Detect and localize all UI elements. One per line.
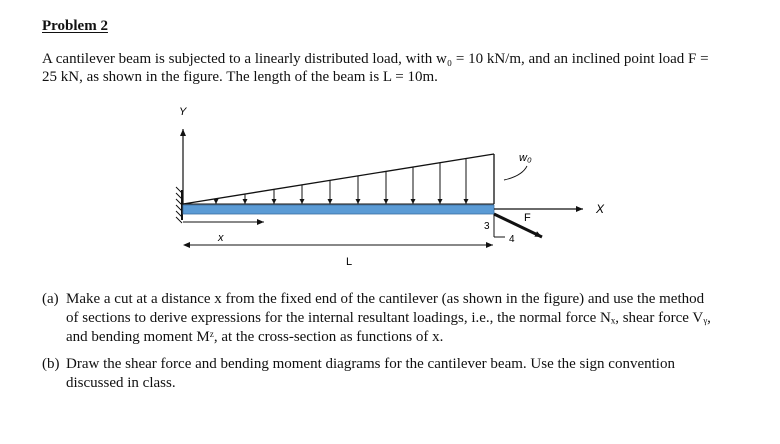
part-line: discussed in class. (66, 375, 176, 391)
part-marker: (a) (42, 291, 59, 307)
point-load-arrow (494, 214, 542, 237)
cut-distance-label: x (218, 232, 224, 244)
problem-statement-line-2: 25 kN, as shown in the figure. The length of the beam is L = 10m. (42, 69, 438, 85)
load-intensity-label: w₀ (519, 152, 532, 164)
fixed-support (176, 187, 182, 223)
question-part-a (42, 290, 772, 347)
part-marker: (b) (42, 356, 60, 372)
distributed-load (183, 154, 494, 204)
part-line: Draw the shear force and bending moment diagrams for the cantilever beam. Use the sign convention (66, 356, 675, 372)
part-line: and bending moment Mᶻ, at the cross-section as functions of x. (66, 329, 444, 345)
x-axis-label: X (596, 202, 605, 216)
slope-rise-label: 3 (484, 221, 490, 232)
slope-run-label: 4 (509, 234, 515, 245)
point-load-label: F (524, 212, 531, 224)
part-line: Make a cut at a distance x from the fixed end of the cantilever (as shown in the figure) and use the method (66, 291, 705, 307)
length-label: L (346, 256, 353, 268)
question-part-b (42, 355, 772, 393)
problem-statement-line-1: A cantilever beam is subjected to a linearly distributed load, with w₀ = 10 kN/m, and an inclined point load F = (42, 51, 709, 67)
load-label-leader (504, 166, 527, 180)
problem-heading: Problem 2 (42, 18, 108, 34)
beam (183, 205, 494, 214)
question-parts (42, 290, 772, 401)
part-line: of sections to derive expressions for the internal resultant loadings, i.e., the normal force Nₓ, shear force Vᵧ, (66, 310, 711, 326)
y-axis-label: Y (179, 106, 187, 118)
